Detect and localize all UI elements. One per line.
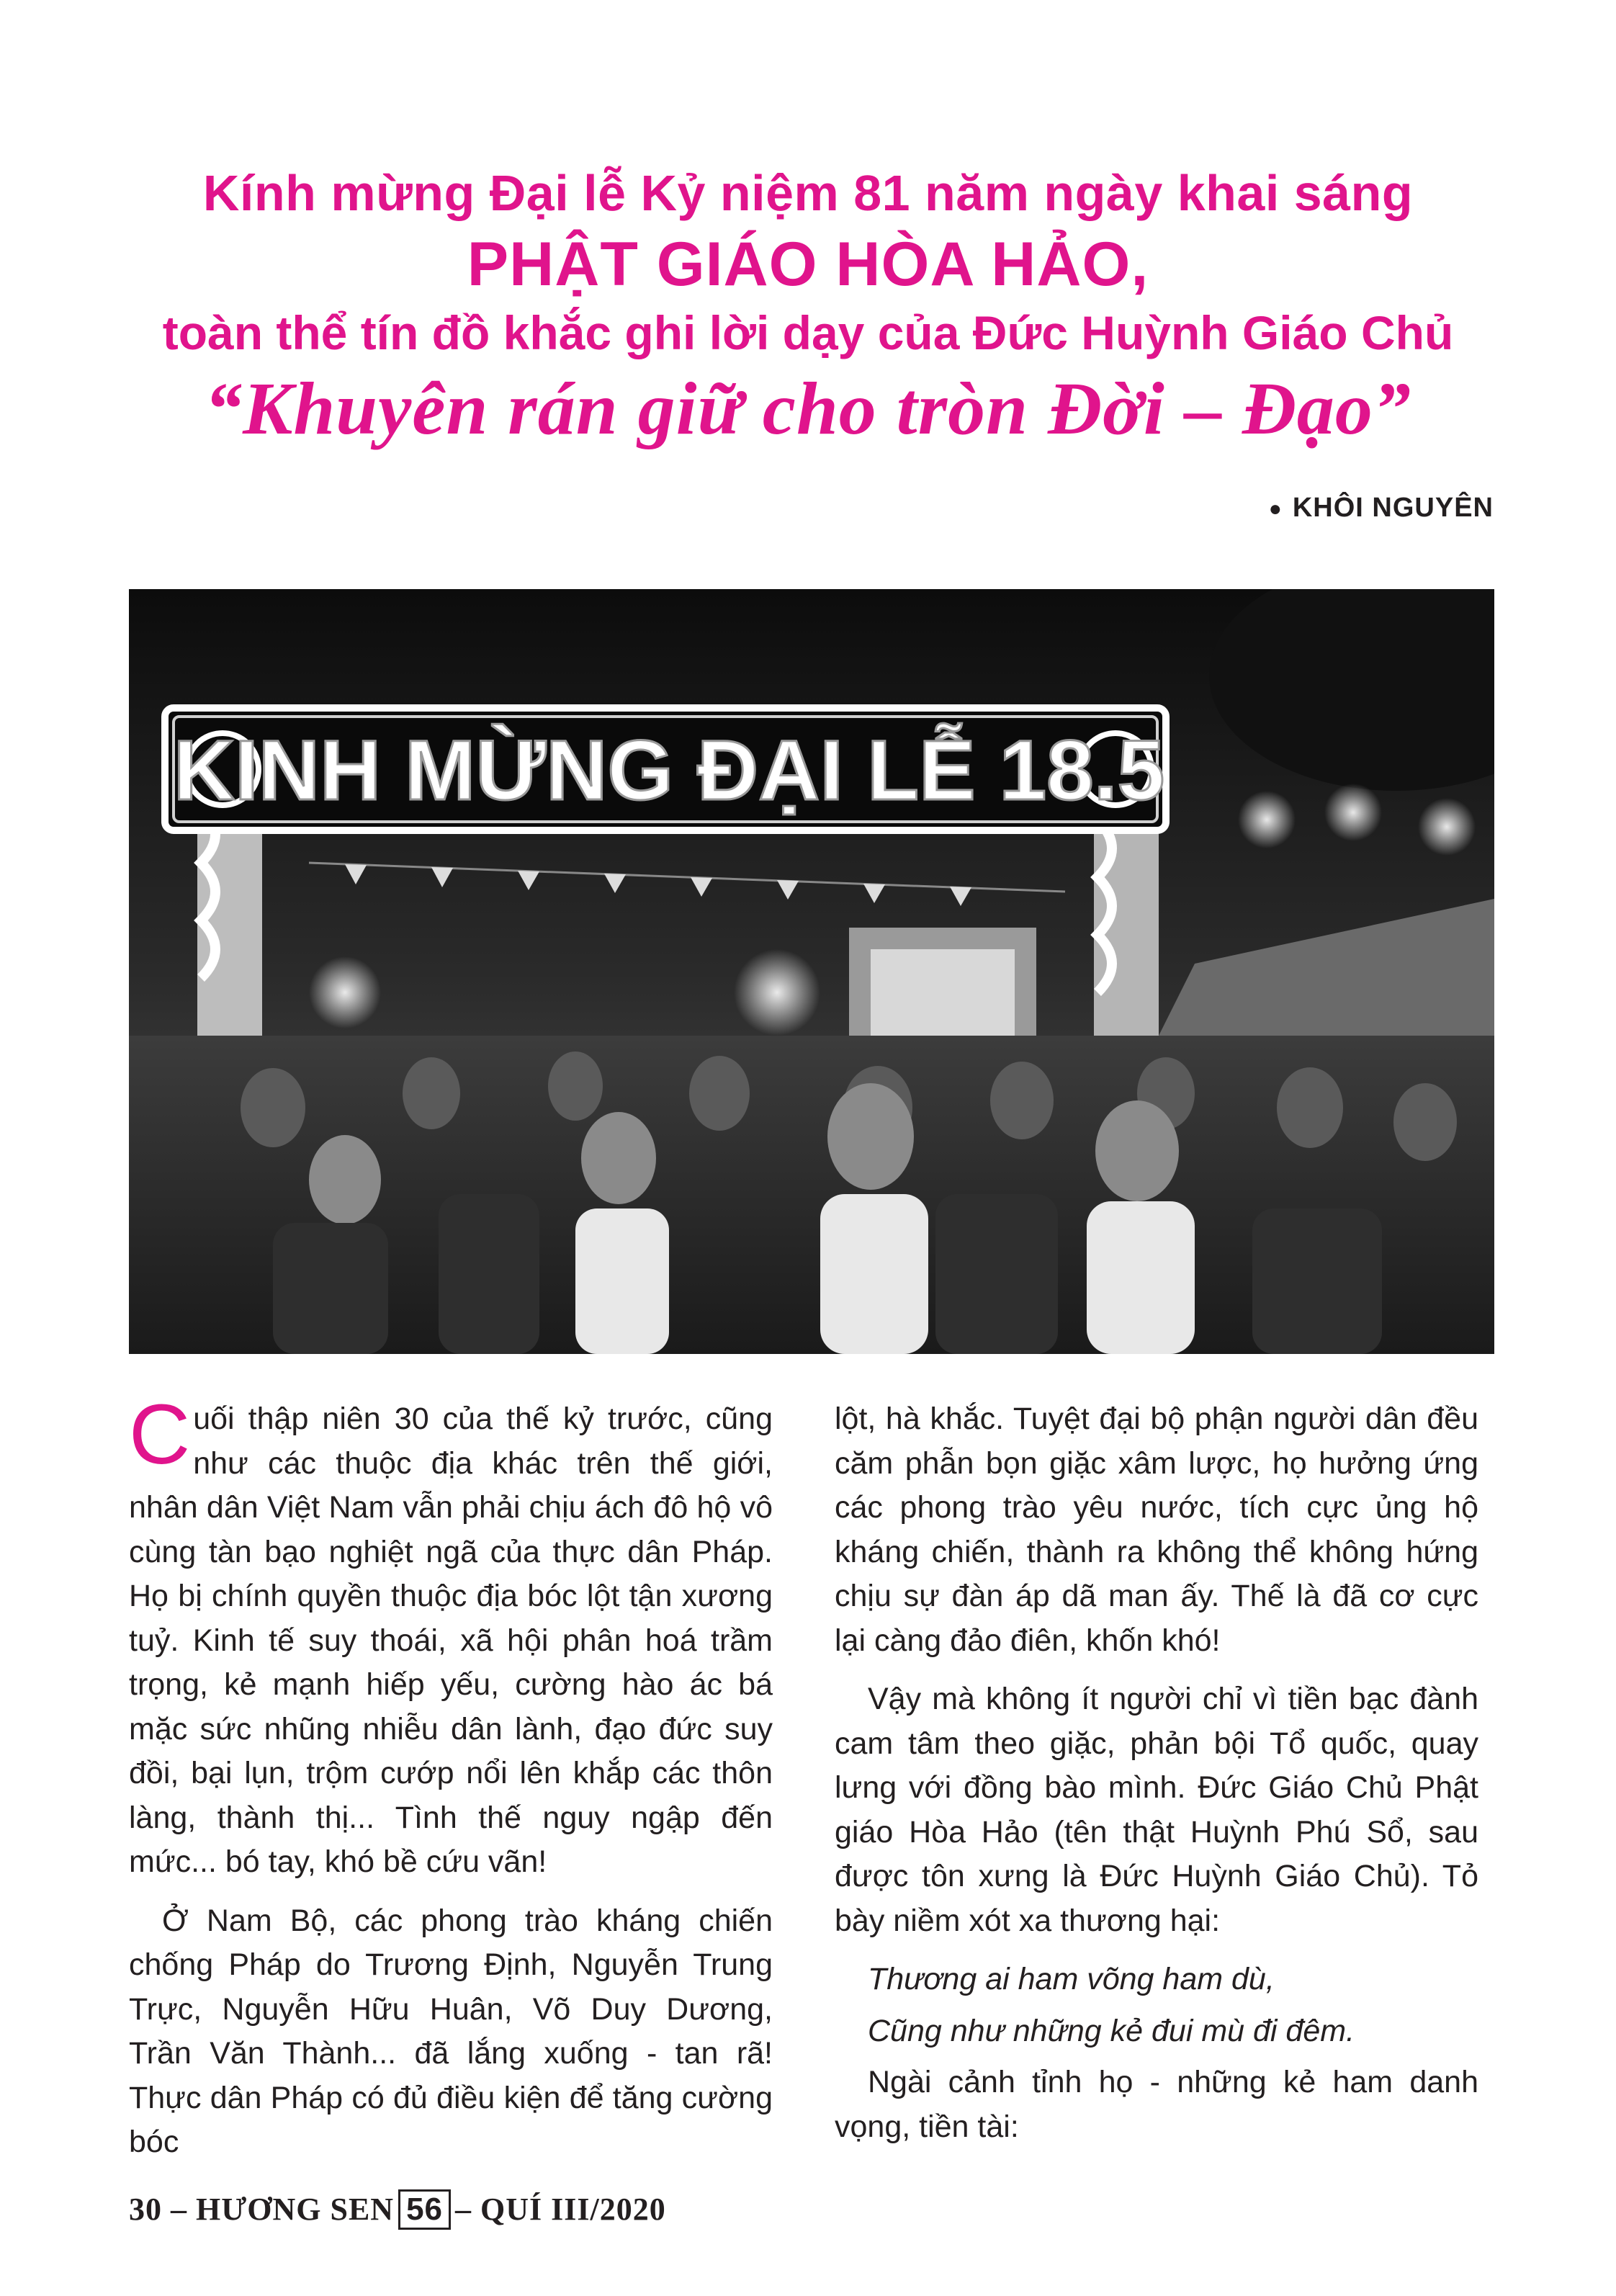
paragraph-text: uối thập niên 30 của thế kỷ trước, cũng như các thuộc địa khác trên thế giới, nhân dân Việt Nam vẫn phải chịu ách đô hộ vô cùng tàn bạo nghiệt ngã của thực dân Pháp. Họ bị chính quyền thuộc địa bóc lột tận xương tuỷ. Kinh tế suy thoái, xã hội phân hoá trầm trọng, kẻ mạnh hiếp yếu, cường hào ác bá mặc sức nhũng nhiễu dân lành, đạo đức suy đồi, bại lụn, trộm cướp nổi lên khắp các thôn làng, thành thị... Tình thế nguy ngập đến mức... bó tay, khó bề cứu vãn! (129, 1402, 773, 1879)
bullet-icon: ● (1268, 496, 1283, 521)
issue-number: 56 (398, 2189, 451, 2230)
verse-line: Cũng như những kẻ đui mù đi đêm. (868, 2013, 1355, 2048)
issue-period: QUÍ III/2020 (480, 2192, 666, 2227)
paragraph: lột, hà khắc. Tuyệt đại bộ phận người dân đều căm phẫn bọn giặc xâm lược, họ hưởng ứng các phong trào yêu nước, tích cực ủng hộ kháng chiến, thành ra không thể không hứng chịu sự đàn áp dã man ấy. Thế là đã cơ cực lại càng đảo điên, khốn khó! (835, 1402, 1478, 1658)
headline-line-2: PHẬT GIÁO HÒA HẢO, (467, 230, 1149, 299)
drop-cap: C (129, 1387, 191, 1482)
headline-line-1: Kính mừng Đại lễ Kỷ niệm 81 năm ngày khai sáng (202, 165, 1414, 221)
headline-line-3: toàn thể tín đồ khắc ghi lời dạy của Đức Huỳnh Giáo Chủ (162, 306, 1454, 359)
paragraph: Vậy mà không ít người chỉ vì tiền bạc đành cam tâm theo giặc, phản bội Tổ quốc, quay lưng với đồng bào mình. Đức Giáo Chủ Phật giáo Hòa Hảo (tên thật Huỳnh Phú Sổ, sau được tôn xưng là Đức Huỳnh Giáo Chủ). Tỏ bày niềm xót xa thương hại: (835, 1682, 1478, 1938)
footer-dash: – (455, 2192, 472, 2227)
article-column-left (129, 1387, 773, 2179)
article-column-right (835, 1397, 1478, 2163)
verse-line: Thương ai ham võng ham dù, (868, 1962, 1275, 1996)
author-name: KHÔI NGUYÊN (1292, 493, 1494, 523)
headline-quote: “Khuyên rán giữ cho tròn Đời – Đạo” (205, 367, 1411, 450)
magazine-name: HƯƠNG SEN (196, 2192, 395, 2227)
paragraph: Ngài cảnh tỉnh họ - những kẻ ham danh vọng, tiền tài: (835, 2065, 1478, 2144)
footer-dash: – (171, 2192, 187, 2227)
page-footer (129, 2189, 666, 2230)
paragraph: Ở Nam Bộ, các phong trào kháng chiến chống Pháp do Trương Định, Nguyễn Trung Trực, Nguyễn Hữu Huân, Võ Duy Dương, Trần Văn Thành... đã lắng xuống - tan rã! Thực dân Pháp có đủ điều kiện để tăng cường bóc (129, 1903, 773, 2159)
page-number: 30 (129, 2192, 162, 2227)
festival-photo (129, 589, 1494, 1354)
paragraph (129, 1387, 773, 1885)
byline (1269, 493, 1494, 524)
banner-text: KINH MỪNG ĐẠI LỄ 18.5 (173, 723, 1165, 818)
